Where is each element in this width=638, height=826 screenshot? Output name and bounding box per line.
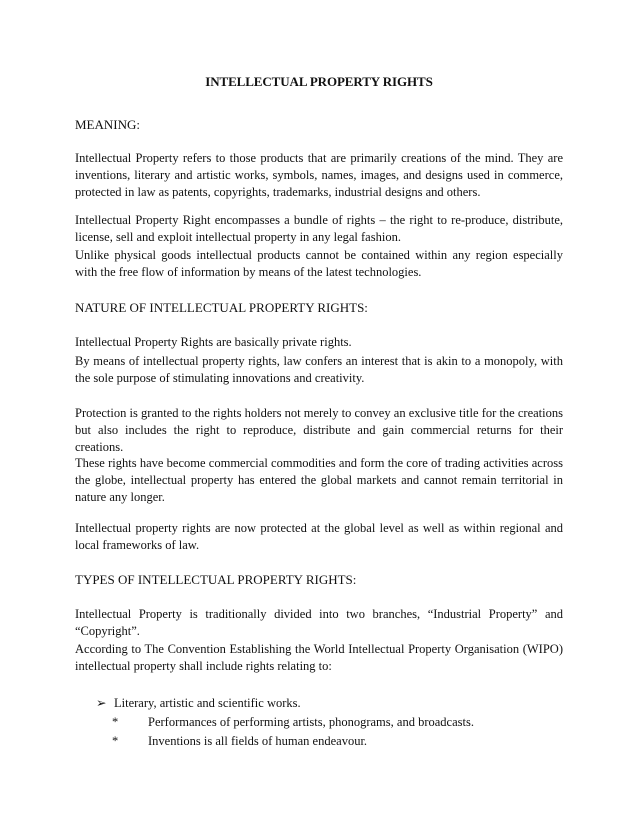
- meaning-paragraph-2: Intellectual Property Right encompasses a bundle of rights – the right to re-produce, distribute, license, sell and exploit intellectual property in any legal fashion.: [75, 213, 563, 245]
- nature-paragraph-2: By means of intellectual property rights, law confers an interest that is akin to a monopoly, with the sole purpose of stimulating innovations and creativity.: [75, 354, 563, 386]
- meaning-paragraph-1: Intellectual Property refers to those products that are primarily creations of the mind. They are inventions, literary and artistic works, symbols, names, images, and designs used in commerce, protected in law as patents, copyrights, trademarks, industrial designs and others.: [75, 151, 563, 200]
- nature-heading: NATURE OF INTELLECTUAL PROPERTY RIGHTS:: [75, 300, 368, 315]
- nature-paragraph-5: Intellectual property rights are now protected at the global level as well as within regional and local frameworks of law.: [75, 521, 563, 553]
- meaning-heading: MEANING:: [75, 117, 140, 132]
- sub-item-text: Inventions is all fields of human endeavour.: [148, 734, 368, 748]
- nature-paragraph-1: Intellectual Property Rights are basically private rights.: [75, 335, 352, 349]
- bullet-item-text: Literary, artistic and scientific works.: [114, 696, 301, 710]
- meaning-paragraph-3: Unlike physical goods intellectual products cannot be contained within any region especially with the free flow of information by means of the latest technologies.: [75, 248, 563, 280]
- sub-item-text: Performances of performing artists, phonograms, and broadcasts.: [148, 715, 474, 729]
- arrow-bullet-icon: ➢: [96, 696, 107, 710]
- document-title: INTELLECTUAL PROPERTY RIGHTS: [205, 74, 433, 89]
- nature-paragraph-4: These rights have become commercial commodities and form the core of trading activities across the globe, intellectual property has entered the global markets and cannot remain territorial in nature any longer.: [75, 456, 563, 505]
- types-paragraph-1: Intellectual Property is traditionally divided into two branches, “Industrial Property” and “Copyright”.: [75, 607, 563, 639]
- bullet-item-literary: [96, 695, 301, 712]
- types-paragraph-2: According to The Convention Establishing the World Intellectual Property Organisation (WIPO) intellectual property shall include rights relating to:: [75, 642, 563, 674]
- types-heading: TYPES OF INTELLECTUAL PROPERTY RIGHTS:: [75, 572, 357, 587]
- nature-paragraph-3: Protection is granted to the rights holders not merely to convey an exclusive title for the creations but also includes the right to reproduce, distribute and gain commercial returns for their creations.: [75, 406, 563, 455]
- asterisk-bullet-icon: *: [112, 715, 119, 729]
- asterisk-bullet-icon: *: [112, 734, 119, 748]
